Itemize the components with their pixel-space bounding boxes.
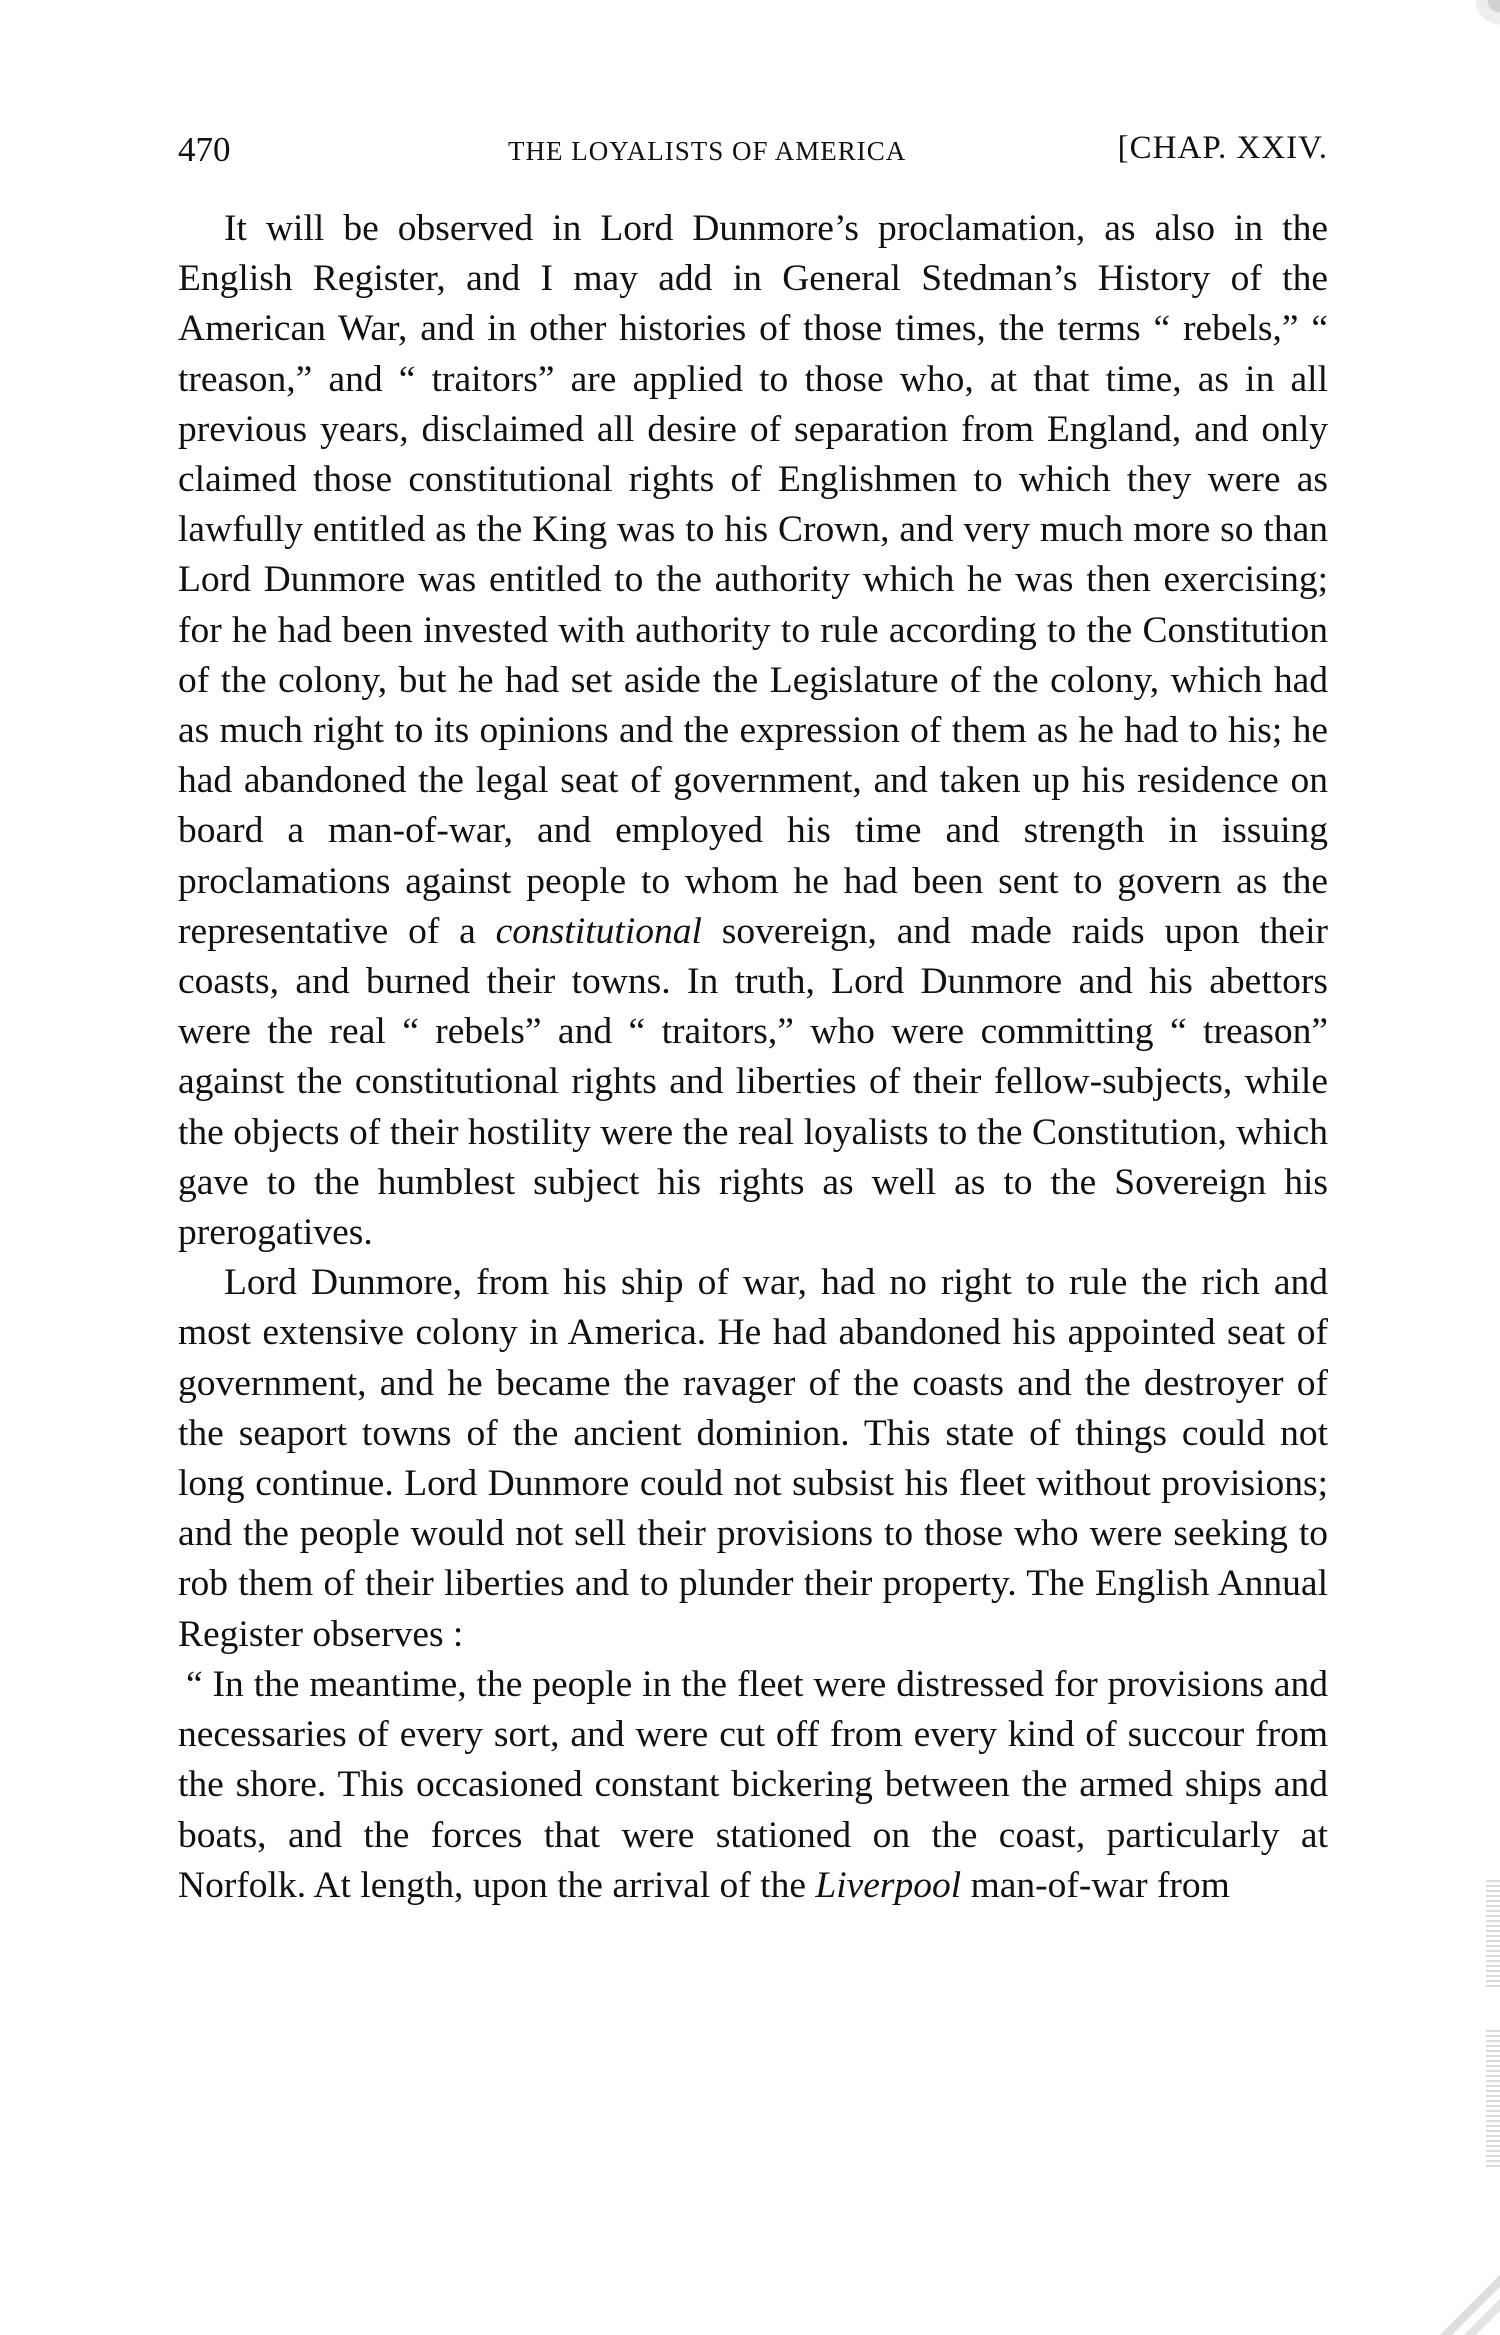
running-title: THE LOYALISTS OF AMERICA — [508, 136, 907, 166]
paragraph-3-text-continued: man-of-war from — [961, 1864, 1230, 1906]
paragraph-3-text: “ In the meantime, the people in the fleet were distressed for provisions and necessaries of every sort, and were cut off from every kind of succour from the shore. This occasioned constant bickering between the armed ships and boats, and the forces that were stationed on the coast, particularly at Norfolk. At length, upon the arrival of the — [178, 1663, 1328, 1906]
body-text — [178, 204, 1328, 1911]
page-edge-binding-mark-lower — [1486, 2030, 1500, 2170]
paragraph-1-text: It will be observed in Lord Dunmore’s proclamation, as also in the English Register, and I may add in General Stedman’s History of the American War, and in other histories of those times, the terms “ rebels,” “ treason,” and “ traitors” are applied to those who, at that time, as in all previous years, disclaimed all desire of separation from England, and only claimed those constitutional rights of Englishmen to which they were as lawfully entitled as the King was to his Crown, and very much more so than Lord Dunmore was entitled to the authority which he was then exercising; for he had been invested with authority to rule according to the Constitution of the colony, but he had set aside the Legislature of the colony, which had as much right to its opinions and the expression of them as he had to his; he had abandoned the legal seat of government, and taken up his residence on board a man-of-war, and employed his time and strength in issuing proclamations against people to whom he had been sent to govern as the representative of a — [178, 208, 1328, 952]
page-edge-binding-mark — [1486, 1880, 1500, 1990]
book-page — [178, 130, 1328, 1911]
paragraph-2: Lord Dunmore, from his ship of war, had no right to rule the rich and most extensive colony in America. He had abandoned his appointed seat of government, and he became the ravager of the coasts and the destroyer of the seaport towns of the ancient dominion. This state of things could not long continue. Lord Dunmore could not subsist his fleet without provisions; and the people would not sell their provisions to those who were seeking to rob them of their liberties and to plunder their property. The English Annual Register observes : — [178, 1262, 1328, 1655]
page-edge-smudge-top — [1460, 0, 1500, 40]
paragraph-1-emphasis: constitutional — [495, 910, 702, 952]
paragraph-1-text-continued: sovereign, and made raids upon their coasts, and burned their towns. In truth, Lord Dunmore and his abettors were the real “ rebels” and “ traitors,” who were committing “ treason” against the constitutional rights and liberties of their fellow-subjects, while the objects of their hostility were the real loyalists to the Constitution, which gave to the humblest subject his rights as well as to the Sovereign his prerogatives. — [178, 910, 1328, 1254]
page-edge-smudge-bottom — [1440, 2275, 1500, 2335]
paragraph-1 — [178, 204, 1328, 1258]
chapter-label: [CHAP. XXIV. — [1117, 130, 1328, 166]
paragraph-3-emphasis: Liverpool — [815, 1864, 962, 1906]
page-header — [178, 130, 1328, 190]
page-number: 470 — [178, 130, 231, 169]
paragraph-3-quotation — [178, 1660, 1328, 1911]
